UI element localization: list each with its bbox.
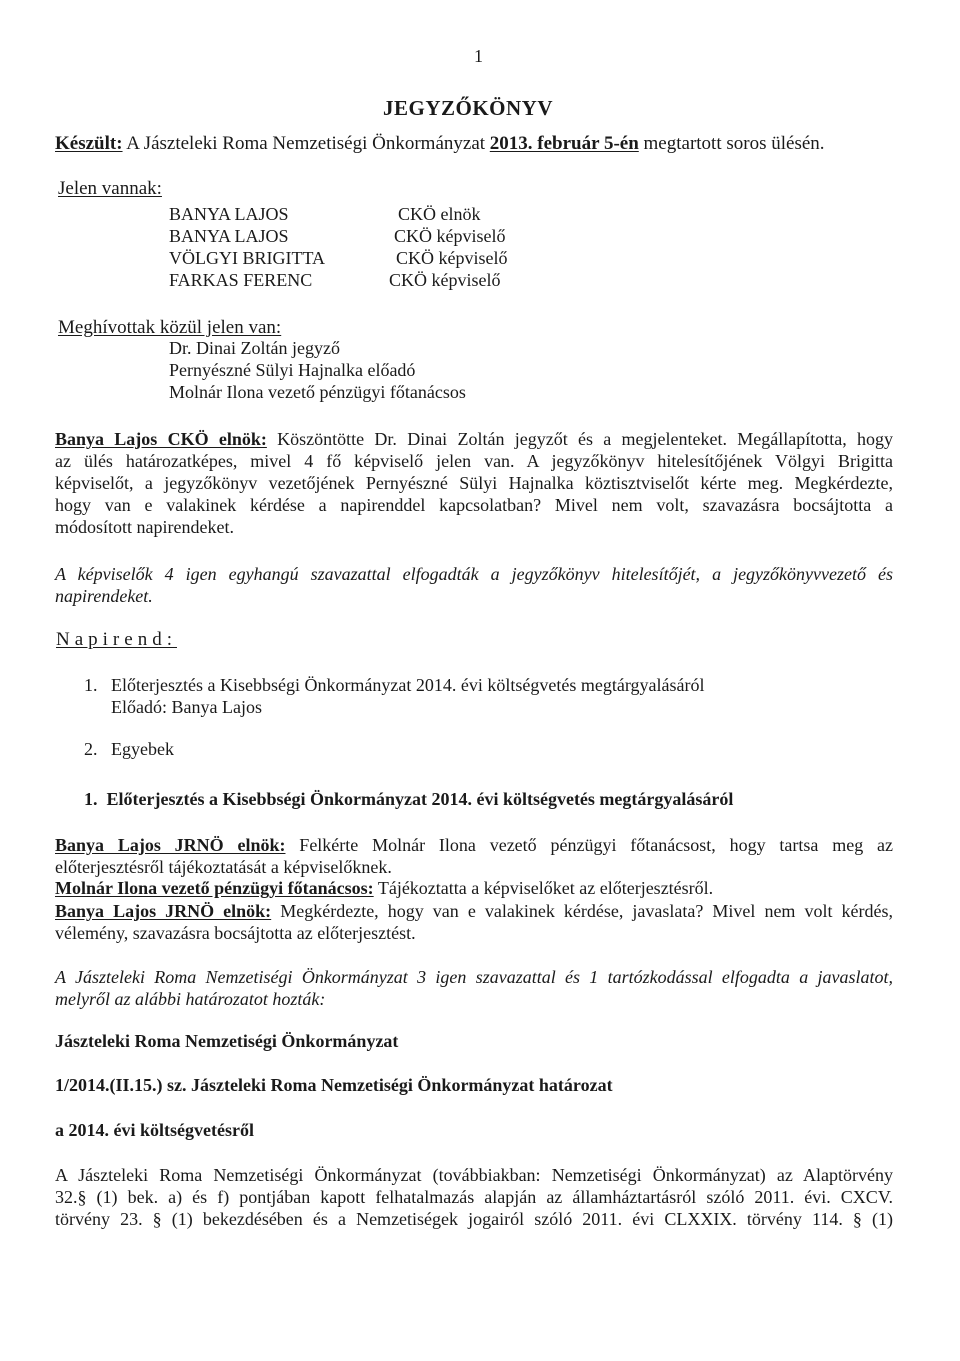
agenda-heading: Napirend: xyxy=(56,629,177,650)
paragraph-line: előterjesztésről tájékoztatását a képviselőknek. xyxy=(55,857,392,877)
decision-body xyxy=(55,1164,893,1230)
agenda-item-presenter: Előadó: Banya Lajos xyxy=(111,697,262,717)
section-paragraph xyxy=(55,878,713,899)
header-date: 2013. február 5-én xyxy=(489,133,639,154)
document-title: JEGYZŐKÖNYV xyxy=(383,96,554,120)
paragraph-line: A Jászteleki Roma Nemzetiségi Önkormányzat (továbbiakban: Nemzetiségi Önkormányzat) az Alaptörvény xyxy=(55,1165,893,1185)
agenda-item-number: 1. xyxy=(84,675,98,695)
member-name: BANYA LAJOS xyxy=(169,204,289,224)
member-name: FARKAS FERENC xyxy=(169,270,313,290)
paragraph-line: napirendeket. xyxy=(55,586,153,606)
speaker-label: Banya Lajos CKÖ elnök: xyxy=(55,429,267,449)
decision-number: 1/2014.(II.15.) sz. Jászteleki Roma Nemzetiségi Önkormányzat határozat xyxy=(55,1075,613,1095)
resolution-paragraph xyxy=(55,563,893,607)
paragraph-line: törvény 23. § (1) bekezdésében és a Nemzetiségek jogairól szóló 2011. évi CLXXIX. törvény 114. § (1) xyxy=(55,1209,893,1229)
agenda-item-text: Egyebek xyxy=(111,739,174,759)
decision-org: Jászteleki Roma Nemzetiségi Önkormányzat xyxy=(55,1031,399,1051)
paragraph-text: Tájékoztatta a képviselőket az előterjesztésről. xyxy=(373,878,714,898)
header-text-a: A Jászteleki Roma Nemzetiségi Önkormányzat xyxy=(122,133,490,154)
section-heading: 1. Előterjesztés a Kisebbségi Önkormányzat 2014. évi költségvetés megtárgyalásáról xyxy=(84,789,734,809)
member-name: BANYA LAJOS xyxy=(169,226,289,246)
header-line xyxy=(55,133,825,155)
invited-person: Pernyészné Sülyi Hajnalka előadó xyxy=(169,360,416,380)
header-prefix: Készült: xyxy=(55,133,123,154)
speaker-label: Molnár Ilona vezető pénzügyi főtanácsos: xyxy=(55,878,374,898)
page-number: 1 xyxy=(474,46,483,66)
header-text-b: megtartott soros ülésén. xyxy=(638,133,825,154)
section-paragraph xyxy=(55,900,893,944)
member-name: VÖLGYI BRIGITTA xyxy=(169,248,326,268)
invited-heading: Meghívottak közül jelen van: xyxy=(58,317,282,338)
paragraph-text: Köszöntötte Dr. Dinai Zoltán jegyzőt és a megjelenteket. Megállapította, hogy xyxy=(266,429,893,449)
paragraph-line: hogy van e valakinek kérdése a napirenddel kapcsolatban? Mivel nem volt, szavazásra bocsájtotta a xyxy=(55,495,893,515)
invited-person: Dr. Dinai Zoltán jegyző xyxy=(169,338,340,358)
member-role: CKÖ képviselő xyxy=(394,226,506,246)
paragraph-text: Megkérdezte, hogy van e valakinek kérdése, javaslata? Mivel nem volt kérdés, xyxy=(271,901,894,921)
agenda-item-number: 2. xyxy=(84,739,98,759)
paragraph-line: módosított napirendeket. xyxy=(55,517,234,537)
paragraph-line: 32.§ (1) bek. a) és f) pontjában kapott felhatalmazás alapján az államháztartásról szóló 2011. évi. CXCV. xyxy=(55,1187,893,1207)
paragraph-line: melyről az alábbi határozatot hozták: xyxy=(55,989,326,1009)
paragraph-line: az ülés határozatképes, mivel 4 fő képviselő jelen van. A jegyzőkönyv hitelesítőjének Völgyi Brigitta xyxy=(55,451,893,471)
member-role: CKÖ elnök xyxy=(398,204,481,224)
opening-paragraph xyxy=(55,428,893,538)
paragraph-line: képviselőt, a jegyzőkönyv vezetőjének Pernyészné Sülyi Hajnalka köztisztviselőt kérte meg. Megkérdezte, xyxy=(55,473,893,493)
member-role: CKÖ képviselő xyxy=(396,248,508,268)
decision-subject: a 2014. évi költségvetésről xyxy=(55,1120,254,1140)
present-heading: Jelen vannak: xyxy=(58,178,162,199)
paragraph-line: vélemény, szavazásra bocsájtotta az előterjesztést. xyxy=(55,923,416,943)
paragraph-line: A Jászteleki Roma Nemzetiségi Önkormányzat 3 igen szavazattal és 1 tartózkodással elfogadta a javaslatot, xyxy=(55,967,893,987)
paragraph-text: Felkérte Molnár Ilona vezető pénzügyi főtanácsost, hogy tartsa meg az xyxy=(285,835,893,855)
speaker-label: Banya Lajos JRNÖ elnök: xyxy=(55,835,286,855)
member-role: CKÖ képviselő xyxy=(389,270,501,290)
vote-paragraph xyxy=(55,966,893,1010)
section-paragraph xyxy=(55,834,893,878)
speaker-label: Banya Lajos JRNÖ elnök: xyxy=(55,901,272,921)
agenda-item-text: Előterjesztés a Kisebbségi Önkormányzat 2014. évi költségvetés megtárgyalásáról xyxy=(111,675,705,695)
paragraph-line: A képviselők 4 igen egyhangú szavazattal elfogadták a jegyzőkönyv hitelesítőjét, a jegyzőkönyvvezető és xyxy=(55,564,893,584)
invited-person: Molnár Ilona vezető pénzügyi főtanácsos xyxy=(169,382,466,402)
